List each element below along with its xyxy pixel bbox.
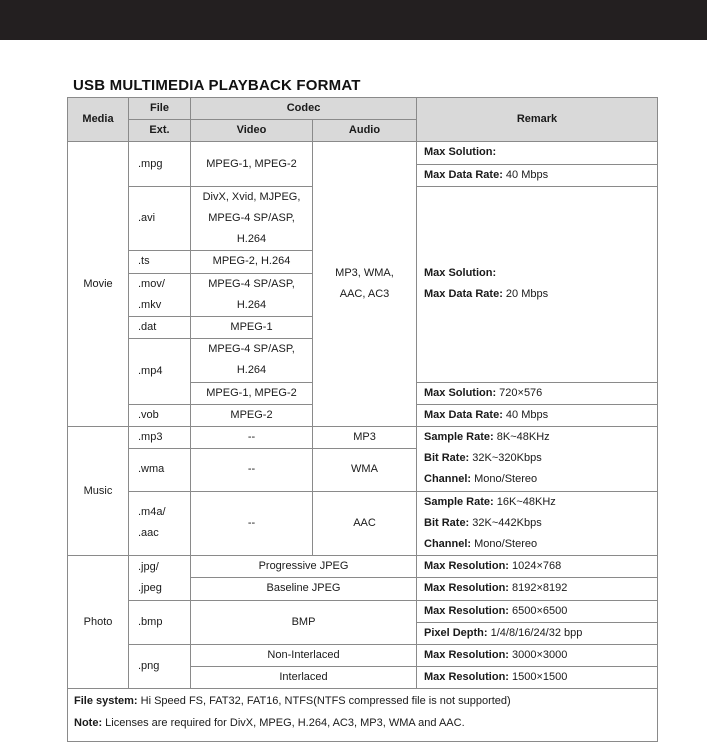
- header-file: File: [129, 98, 191, 120]
- video-codec-cell: --: [191, 427, 313, 449]
- ext-cell: .bmp: [129, 600, 191, 644]
- movie-audio-cell: MP3, WMA, AAC, AC3: [313, 142, 417, 427]
- ext-cell: .wma: [129, 449, 191, 491]
- remark-cell: Max Data Rate: 40 Mbps: [417, 164, 658, 186]
- header-media: Media: [68, 98, 129, 142]
- table-row: [68, 556, 658, 578]
- audio-codec-cell: MP3: [313, 427, 417, 449]
- photo-codec-cell: Baseline JPEG: [191, 578, 417, 600]
- remark-cell: Max Resolution: 3000×3000: [417, 645, 658, 667]
- photo-codec-cell: Non-Interlaced: [191, 645, 417, 667]
- ext-cell: .mpg: [129, 142, 191, 186]
- remark-cell: Max Data Rate: 40 Mbps: [417, 404, 658, 426]
- table-row: [68, 645, 658, 667]
- ext-cell: .dat: [129, 317, 191, 339]
- video-codec-cell: MPEG-4 SP/ASP, H.264: [191, 339, 313, 382]
- page-title: USB MULTIMEDIA PLAYBACK FORMAT: [73, 77, 361, 94]
- ext-cell: .mp3: [129, 427, 191, 449]
- header-row: [68, 98, 658, 120]
- remark-cell: Max Solution: 720×576: [417, 382, 658, 404]
- video-codec-cell: MPEG-1, MPEG-2: [191, 382, 313, 404]
- remark-cell: Sample Rate: 8K~48KHz Bit Rate: 32K~320Kbps Channel: Mono/Stereo: [417, 427, 658, 492]
- footer-notes: [68, 689, 658, 741]
- video-codec-cell: MPEG-2: [191, 404, 313, 426]
- video-codec-cell: MPEG-1: [191, 317, 313, 339]
- header-codec: Codec: [191, 98, 417, 120]
- remark-cell: Max Resolution: 6500×6500: [417, 600, 658, 622]
- file-system-note: File system: Hi Speed FS, FAT32, FAT16, NTFS(NTFS compressed file is not supported): [74, 695, 511, 708]
- photo-codec-cell: BMP: [191, 600, 417, 644]
- ext-cell: .png: [129, 645, 191, 689]
- video-codec-cell: MPEG-2, H.264: [191, 251, 313, 273]
- remark-cell: Pixel Depth: 1/4/8/16/24/32 bpp: [417, 622, 658, 644]
- remark-cell: Max Resolution: 1500×1500: [417, 667, 658, 689]
- ext-cell: .mov/ .mkv: [129, 273, 191, 316]
- ext-cell: .avi: [129, 186, 191, 251]
- remark-cell: Max Solution: Max Data Rate: 20 Mbps: [417, 186, 658, 382]
- audio-codec-cell: AAC: [313, 491, 417, 556]
- header-ext: Ext.: [129, 120, 191, 142]
- photo-codec-cell: Progressive JPEG: [191, 556, 417, 578]
- license-note: Note: Licenses are required for DivX, MPEG, H.264, AC3, MP3, WMA and AAC.: [74, 716, 465, 729]
- top-banner: [0, 0, 707, 40]
- video-codec-cell: --: [191, 449, 313, 491]
- header-audio: Audio: [313, 120, 417, 142]
- photo-codec-cell: Interlaced: [191, 667, 417, 689]
- category-music: Music: [68, 427, 129, 556]
- ext-cell: .mp4: [129, 339, 191, 405]
- category-movie: Movie: [68, 142, 129, 427]
- header-video: Video: [191, 120, 313, 142]
- table-row: [68, 142, 658, 164]
- footer-row: [68, 689, 658, 741]
- header-remark: Remark: [417, 98, 658, 142]
- table-row: [68, 600, 658, 622]
- ext-cell: .jpg/ .jpeg: [129, 556, 191, 600]
- ext-cell: .vob: [129, 404, 191, 426]
- category-photo: Photo: [68, 556, 129, 689]
- audio-codec-cell: WMA: [313, 449, 417, 491]
- remark-cell: Max Resolution: 1024×768: [417, 556, 658, 578]
- playback-format-table: [67, 97, 658, 742]
- video-codec-cell: --: [191, 491, 313, 556]
- ext-cell: .ts: [129, 251, 191, 273]
- remark-cell: Sample Rate: 16K~48KHz Bit Rate: 32K~442Kbps Channel: Mono/Stereo: [417, 491, 658, 556]
- table-row: [68, 427, 658, 449]
- video-codec-cell: DivX, Xvid, MJPEG, MPEG-4 SP/ASP, H.264: [191, 186, 313, 251]
- remark-cell: Max Resolution: 8192×8192: [417, 578, 658, 600]
- video-codec-cell: MPEG-1, MPEG-2: [191, 142, 313, 186]
- video-codec-cell: MPEG-4 SP/ASP, H.264: [191, 273, 313, 316]
- remark-cell: Max Solution:: [417, 142, 658, 164]
- ext-cell: .m4a/ .aac: [129, 491, 191, 556]
